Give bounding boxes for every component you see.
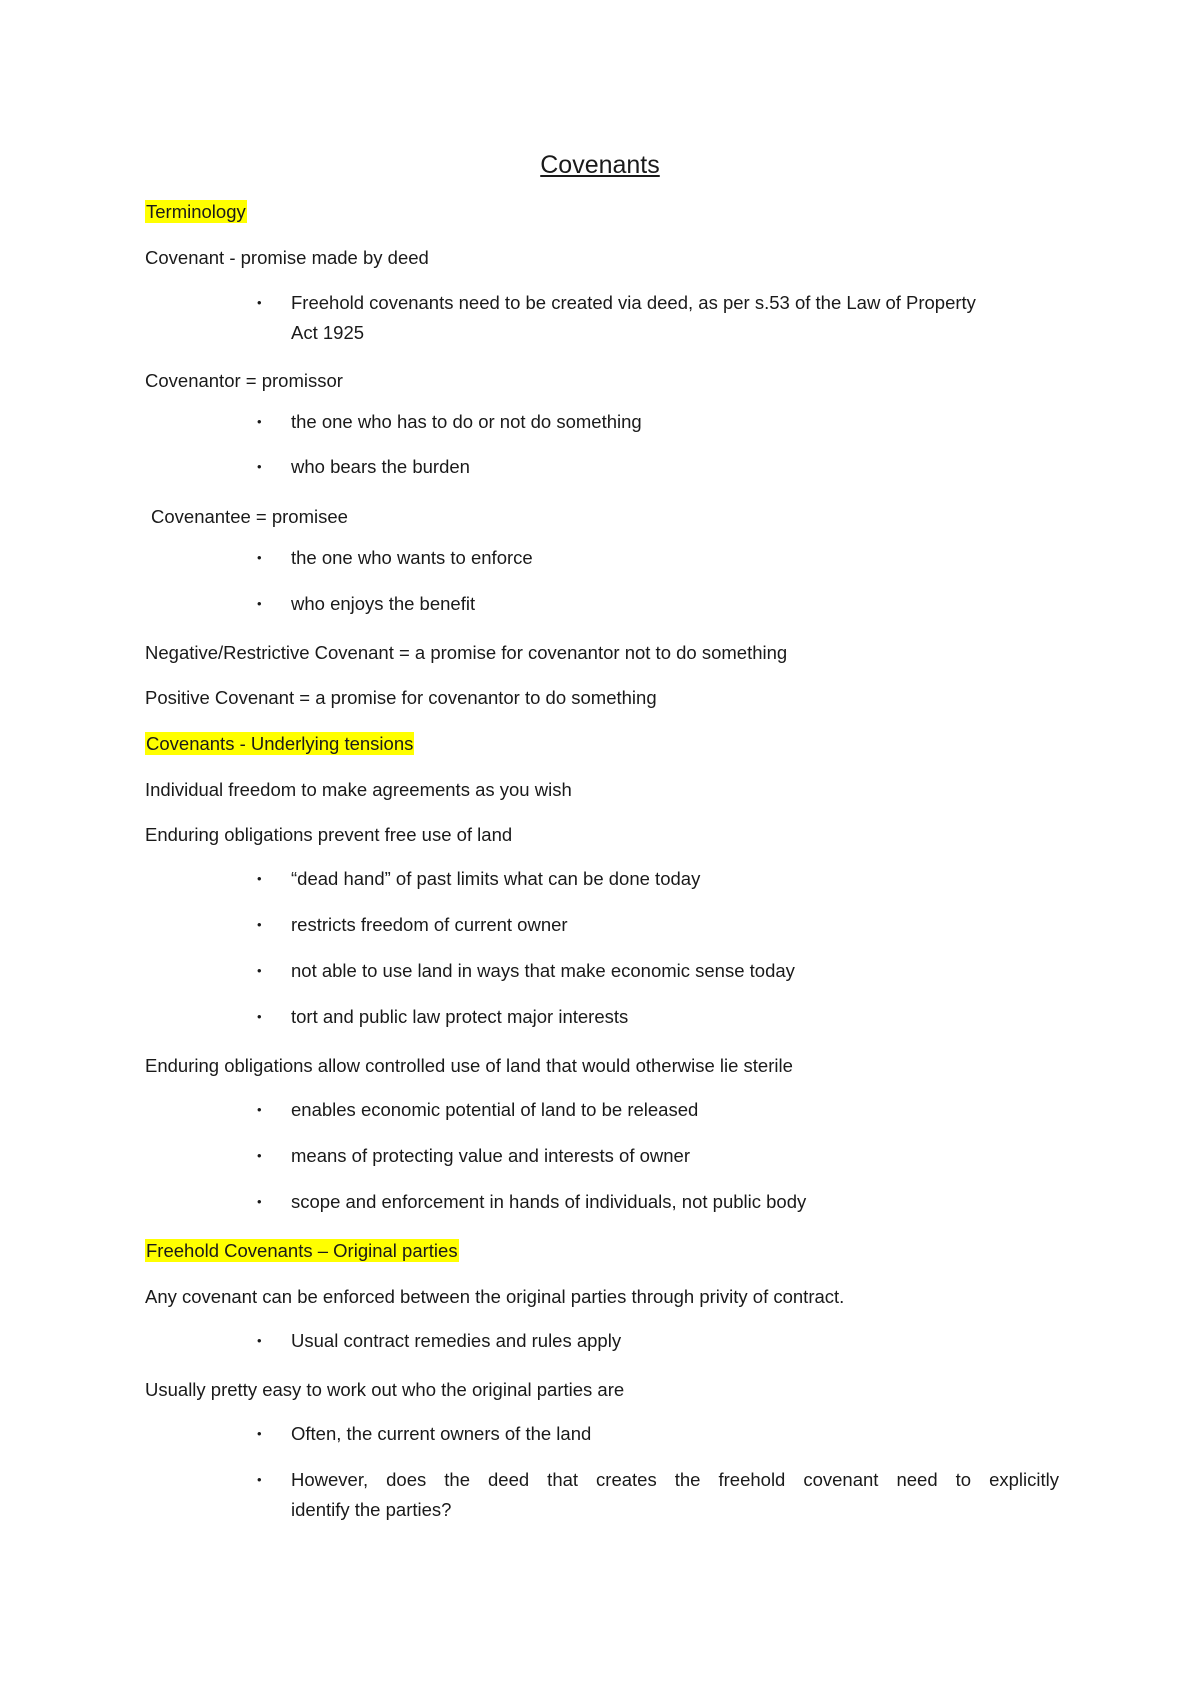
bullet-icon: •	[257, 1426, 262, 1441]
bullet-icon: •	[257, 414, 262, 429]
paragraph-privity: Any covenant can be enforced between the original parties through privity of contract.	[145, 1286, 845, 1307]
list-item-line: identify the parties?	[291, 1499, 452, 1520]
paragraph-allow: Enduring obligations allow controlled use of land that would otherwise lie sterile	[145, 1055, 793, 1076]
bullet-icon: •	[257, 917, 262, 932]
heading-underlying-tensions	[145, 732, 414, 756]
list-item-text: not able to use land in ways that make economic sense today	[291, 960, 795, 981]
page-title: Covenants	[540, 151, 660, 179]
list-item-text: who enjoys the benefit	[291, 593, 476, 614]
bullet-icon: •	[257, 1148, 262, 1163]
bullet-icon: •	[257, 1333, 262, 1348]
paragraph-usually: Usually pretty easy to work out who the original parties are	[145, 1379, 625, 1400]
bullet-icon: •	[257, 1472, 262, 1487]
paragraph-positive-covenant: Positive Covenant = a promise for covenantor to do something	[145, 687, 657, 708]
list-item-text: enables economic potential of land to be released	[291, 1099, 699, 1120]
list-item-text: means of protecting value and interests of owner	[291, 1145, 691, 1166]
list-item-line: Act 1925	[291, 322, 365, 343]
list-item-text	[291, 1465, 1059, 1525]
paragraph-prevent: Enduring obligations prevent free use of land	[145, 824, 513, 845]
bullet-icon: •	[257, 459, 262, 474]
bullet-icon: •	[257, 963, 262, 978]
bullet-icon: •	[257, 596, 262, 611]
list-item-text: restricts freedom of current owner	[291, 914, 568, 935]
paragraph-covenantee: Covenantee = promisee	[151, 506, 348, 527]
list-item-text: Often, the current owners of the land	[291, 1423, 592, 1444]
list-item-text: the one who wants to enforce	[291, 547, 533, 568]
bullet-icon: •	[257, 550, 262, 565]
paragraph-covenant: Covenant - promise made by deed	[145, 247, 429, 268]
paragraph-covenantor: Covenantor = promissor	[145, 370, 343, 391]
bullet-icon: •	[257, 1194, 262, 1209]
bullet-icon: •	[257, 1102, 262, 1117]
heading-original-parties-text: Freehold Covenants – Original parties	[146, 1240, 458, 1261]
list-item-line: Freehold covenants need to be created via deed, as per s.53 of the Law of Property	[291, 292, 976, 313]
paragraph-negative-covenant: Negative/Restrictive Covenant = a promise for covenantor not to do something	[145, 642, 788, 663]
list-item-text: the one who has to do or not do something	[291, 411, 642, 432]
list-item-text	[291, 288, 1059, 348]
bullet-icon: •	[257, 295, 262, 310]
heading-terminology-text: Terminology	[146, 201, 246, 222]
list-item-line: However, does the deed that creates the freehold covenant need to explicitly	[291, 1469, 1059, 1490]
bullet-icon: •	[257, 871, 262, 886]
bullet-icon: •	[257, 1009, 262, 1024]
list-item-text: who bears the burden	[291, 456, 470, 477]
list-item-text: tort and public law protect major interests	[291, 1006, 629, 1027]
list-item-text: “dead hand” of past limits what can be done today	[291, 868, 701, 889]
heading-terminology	[145, 200, 247, 224]
list-item-text: Usual contract remedies and rules apply	[291, 1330, 622, 1351]
paragraph-freedom: Individual freedom to make agreements as you wish	[145, 779, 572, 800]
heading-underlying-tensions-text: Covenants - Underlying tensions	[146, 733, 414, 754]
heading-original-parties	[145, 1239, 459, 1263]
list-item-text: scope and enforcement in hands of individuals, not public body	[291, 1191, 807, 1212]
